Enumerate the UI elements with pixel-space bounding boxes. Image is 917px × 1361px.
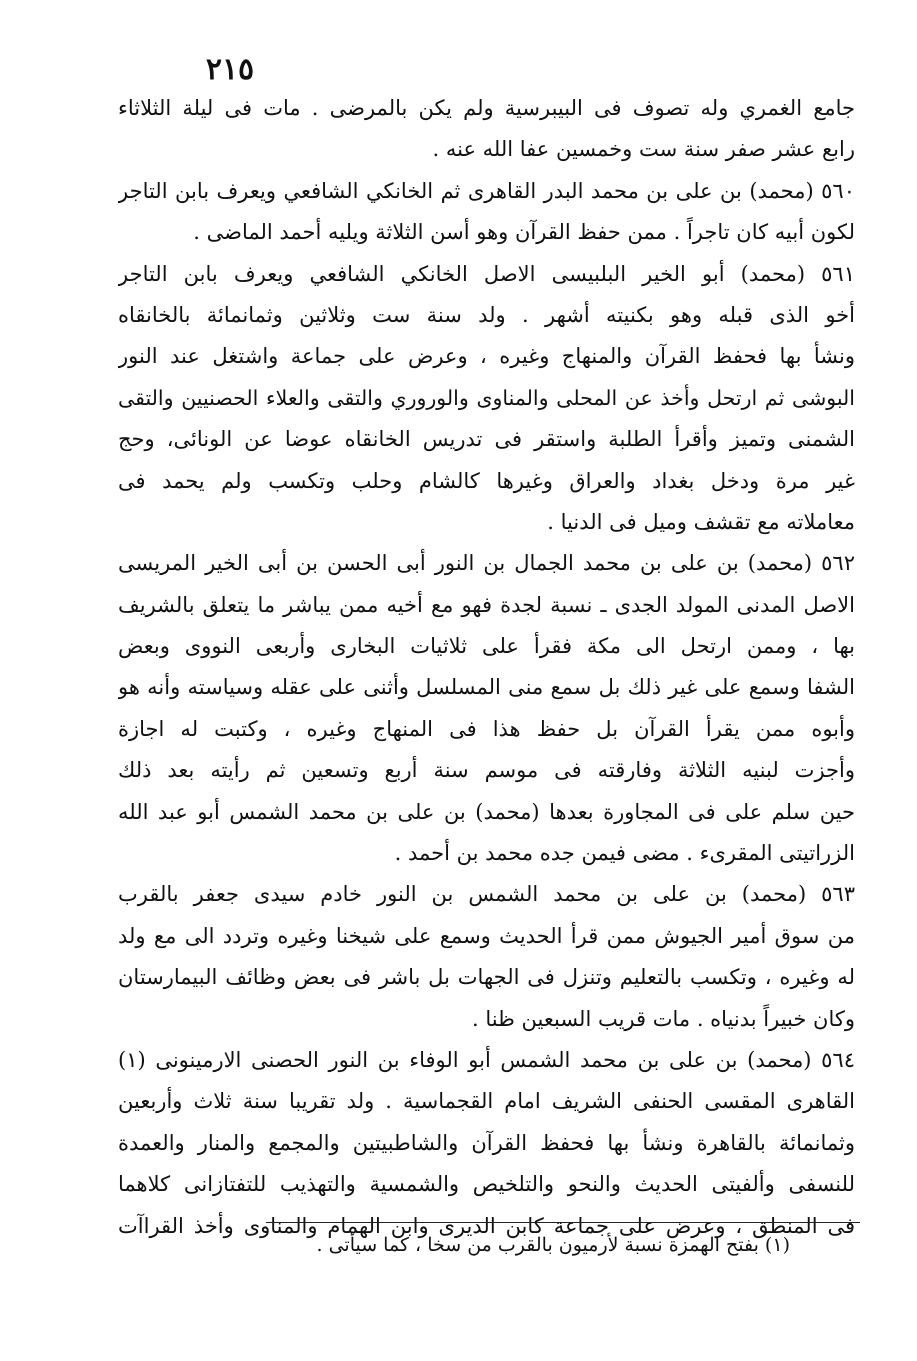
- text-line: ٥٦٤ (محمد) بن على بن محمد الشمس أبو الوفاء بن النور الحصنى الارمينونى (١): [118, 1047, 855, 1072]
- text-line: وثمانمائة بالقاهرة ونشأ بها فحفظ القرآن والشاطبيتين والمجمع والمنار والعمدة: [118, 1130, 855, 1155]
- text-line: أخو الذى قبله وهو بكنيته أشهر . ولد سنة ست وثلاثين وثمانمائة بالخانقاه: [118, 302, 855, 327]
- text-line: ٥٦٢ (محمد) بن على بن محمد الجمال بن النور أبى الحسن بن أبى الخير المريسى: [118, 551, 855, 576]
- page-number: ٢١٥: [205, 52, 255, 87]
- text-line: الاصل المدنى المولد الجدى ـ نسبة لجدة فهو مع أخيه ممن يباشر ما يتعلق بالشريف: [118, 592, 855, 617]
- text-line: وكان خبيراً بدنياه . مات قريب السبعين ظنا .: [472, 1006, 855, 1031]
- text-line: وأبوه ممن يقرأ القرآن بل حفظ هذا فى المنهاج وغيره ، وكتبت له اجازة: [118, 716, 855, 741]
- footnote-divider: [266, 1222, 860, 1223]
- text-line: رابع عشر صفر سنة ست وخمسين عفا الله عنه .: [432, 137, 855, 162]
- text-line: غير مرة ودخل بغداد والعراق وغيرها كالشام وحلب وتكسب ولم يحمد فى: [118, 468, 855, 493]
- text-line: بها ، وممن ارتحل الى مكة فقرأ على ثلاثيات البخارى وأربعى النووى وبعض: [118, 634, 855, 659]
- text-line: حين سلم على فى المجاورة بعدها (محمد) بن على بن محمد الشمس أبو عبد الله: [118, 799, 855, 824]
- footnote: (١) بفتح الهمزة نسبة لأرميون بالقرب من سخا ، كما سيأتى .: [316, 1234, 790, 1256]
- text-line: من سوق أمير الجيوش ممن قرأ الحديث وسمع على شيخنا وغيره وتردد الى مع ولد: [118, 923, 855, 948]
- text-line: جامع الغمري وله تصوف فى البيبرسية ولم يكن بالمرضى . مات فى ليلة الثلاثاء: [118, 96, 855, 120]
- text-line: الشفا وسمع على غير ذلك بل سمع منى المسلسل وأثنى على عقله وسياسته وأنه هو: [118, 675, 855, 700]
- main-text: [118, 88, 855, 1247]
- text-line: الشمنى وتميز وأقرأ الطلبة واستقر فى تدريس الخانقاه عوضا عن الونائى، وحج: [118, 427, 855, 452]
- text-line: ونشأ بها فحفظ القرآن والمنهاج وغيره ، وعرض على جماعة واشتغل عند النور: [118, 344, 855, 369]
- text-line: وأجزت لبنيه الثلاثة وفارقته فى موسم سنة أربع وتسعين ثم رأيته بعد ذلك: [118, 758, 855, 783]
- text-line: معاملاته مع تقشف وميل فى الدنيا .: [547, 509, 855, 534]
- text-line: ٥٦٠ (محمد) بن على بن محمد البدر القاهرى ثم الخانكي الشافعي ويعرف بابن التاجر: [118, 178, 855, 203]
- text-line: البوشى ثم ارتحل وأخذ عن المحلى والمناوى والوروري والتقى والعلاء الحصنيين والتقى: [118, 385, 855, 410]
- text-line: ٥٦١ (محمد) أبو الخير البلبيسى الاصل الخانكي الشافعي ويعرف بابن التاجر: [118, 261, 855, 286]
- text-line: فى المنطق ، وعرض على جماعة كابن الديرى وابن الهمام والمناوى وأخذ القراآت: [118, 1213, 855, 1238]
- text-line: للنسفى وألفيتى الحديث والنحو والتلخيص والشمسية والتهذيب للتفتازانى كلاهما: [118, 1172, 855, 1197]
- text-line: القاهرى المقسى الحنفى الشريف امام القجماسية . ولد تقريبا سنة ثلاث وأربعين: [118, 1089, 855, 1114]
- text-line: الزراتيتى المقرىء . مضى فيمن جده محمد بن أحمد .: [394, 841, 855, 866]
- text-line: لكون أبيه كان تاجراً . ممن حفظ القرآن وهو أسن الثلاثة ويليه أحمد الماضى .: [193, 220, 855, 245]
- text-line: له وغيره ، وتكسب بالتعليم وتنزل فى الجهات بل باشر فى بعض وظائف البيمارستان: [118, 965, 855, 990]
- text-line: ٥٦٣ (محمد) بن على بن محمد الشمس بن النور خادم سيدى جعفر بالقرب: [118, 882, 855, 907]
